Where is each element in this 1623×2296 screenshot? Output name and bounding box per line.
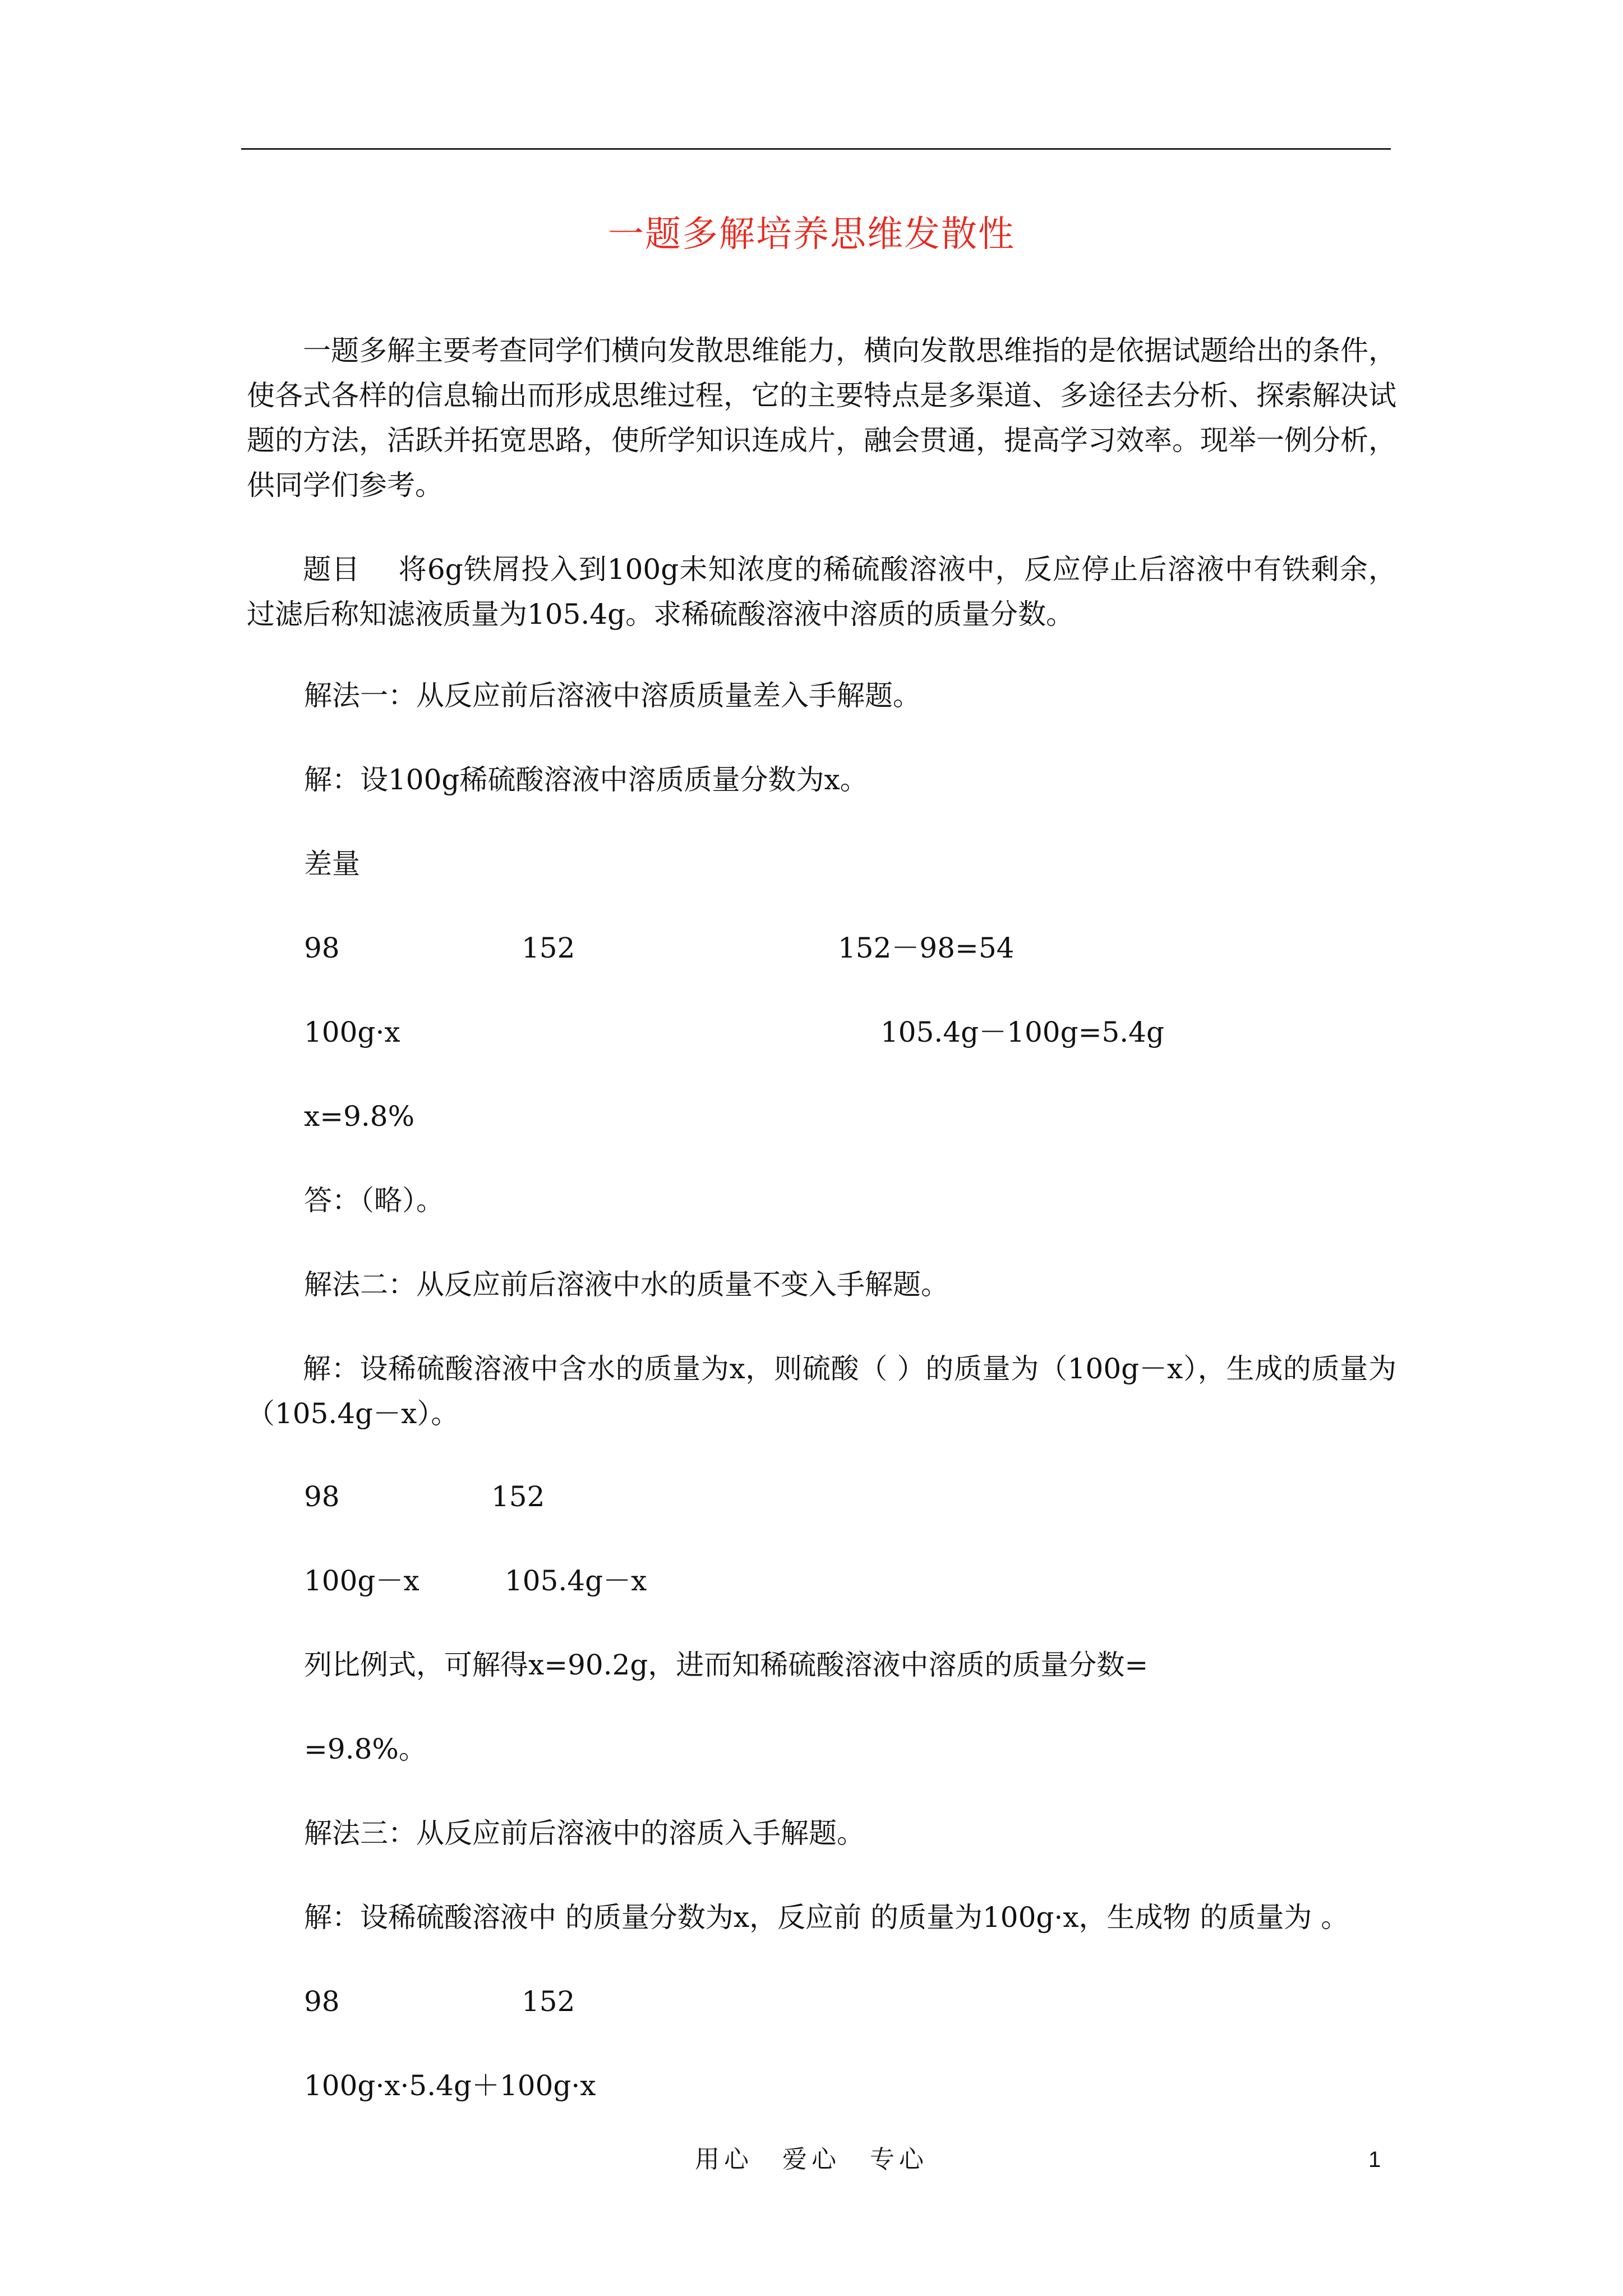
method2-proportion: 列比例式，可解得x=90.2g，进而知稀硫酸溶液中溶质的质量分数= <box>304 1649 1149 1681</box>
method2-row2-col1: 100g－x <box>304 1565 419 1597</box>
method3-row2: 100g·x·5.4g＋100g·x <box>304 2069 596 2102</box>
method3-row1-col1: 98 <box>304 1985 340 2018</box>
method1-diff-label: 差量 <box>304 848 360 880</box>
method1-answer: 答：（略）。 <box>304 1184 444 1217</box>
method3-setup: 解：设稀硫酸溶液中 的质量分数为x，反应前 的质量为100g·x，生成物 的质量为 。 <box>304 1901 1349 1934</box>
method1-heading: 解法一：从反应前后溶液中溶质质量差入手解题。 <box>304 679 921 712</box>
header-rule <box>241 148 1391 150</box>
method2-row1-col2: 152 <box>491 1480 545 1513</box>
page-number: 1 <box>1368 2147 1381 2172</box>
footer-motto: 用心 爱心 专心 <box>695 2145 928 2174</box>
method2-row2-col2: 105.4g－x <box>505 1565 647 1597</box>
problem-statement: 题目 将6g铁屑投入到100g未知浓度的稀硫酸溶液中，反应停止后溶液中有铁剩余，过滤后称知滤液质量为105.4g。求稀硫酸溶液中溶质的质量分数。 <box>247 553 1396 631</box>
page-title: 一题多解培养思维发散性 <box>608 214 1015 255</box>
method1-result: x=9.8% <box>304 1100 415 1133</box>
intro-paragraph: 一题多解主要考查同学们横向发散思维能力，横向发散思维指的是依据试题给出的条件，使各式各样的信息输出而形成思维过程，它的主要特点是多渠道、多途径去分析、探索解决试题的方法，活跃并拓宽思路，使所学知识连成片，融会贯通，提高学习效率。现举一例分析，供同学们参考。 <box>247 334 1396 501</box>
method1-row1-col2: 152 <box>522 932 575 964</box>
method2-setup: 解：设稀硫酸溶液中含水的质量为x，则硫酸（ ）的质量为（100g－x），生成的质量为（105.4g－x）。 <box>247 1352 1396 1430</box>
method2-heading: 解法二：从反应前后溶液中水的质量不变入手解题。 <box>304 1268 949 1301</box>
method2-result: =9.8%。 <box>304 1733 427 1765</box>
method3-heading: 解法三：从反应前后溶液中的溶质入手解题。 <box>304 1817 865 1849</box>
method2-row1-col1: 98 <box>304 1480 340 1513</box>
method1-row1-col3: 152－98=54 <box>838 932 1015 964</box>
method1-row2-col1: 100g·x <box>304 1016 400 1048</box>
method3-row1-col2: 152 <box>522 1985 575 2018</box>
method1-row2-col2: 105.4g－100g=5.4g <box>880 1016 1165 1048</box>
method1-setup: 解：设100g稀硫酸溶液中溶质质量分数为x。 <box>304 763 868 796</box>
method1-row1-col1: 98 <box>304 932 340 964</box>
